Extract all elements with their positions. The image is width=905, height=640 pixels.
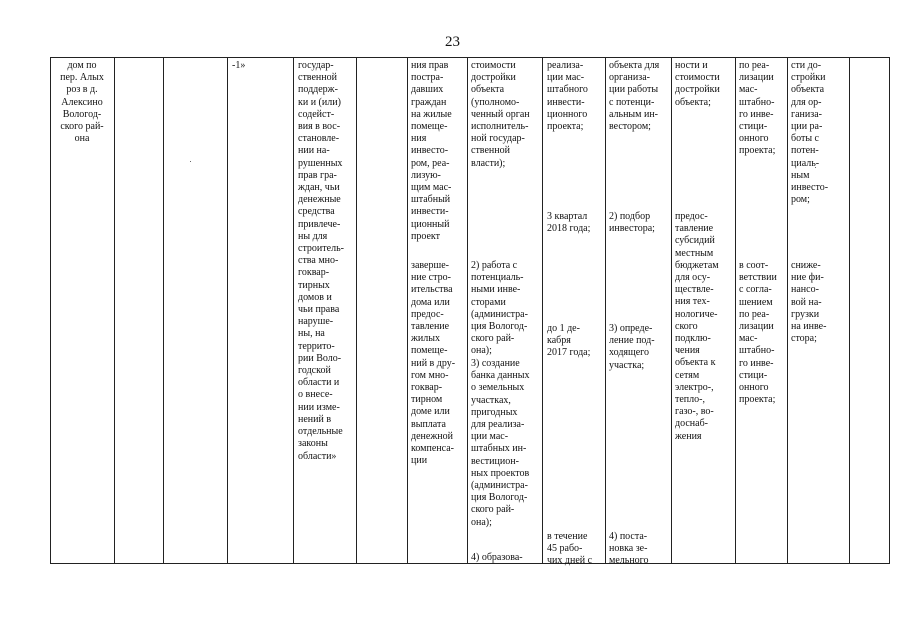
col-border — [293, 57, 294, 564]
support-cell-2: предос- тавление субсидий местным бюджетам для осу- ществле- ния тех- нологиче- ского подклю- чения объекта к сетям электро-, тепло-, газо-, во- доснаб- жения — [675, 211, 719, 442]
col-border — [227, 57, 228, 564]
col-border — [849, 57, 850, 564]
result-cell-bottom: заверше- ние стро- ительства дома или предос- тавление жилых помеще- ний в дру- гом мно- гоквар- тирном доме или выплата денежной компенса- ции — [411, 260, 456, 467]
measures-cell-2: 2) подбор инвестора; — [609, 211, 655, 235]
table-bottom-border — [50, 563, 890, 564]
result-cell-top: ния прав постра- давших граждан на жилые помеще- ния инвесто- ром, реа- лизую- щим мас- штабный инвести- ционный проект — [411, 60, 452, 242]
col-border — [542, 57, 543, 564]
condition-cell-2: в соот- ветствии с согла- шением по реа- лизации мас- штабно- го инве- стици- онного проекта; — [739, 260, 777, 406]
col-border — [163, 57, 164, 564]
measures-cell-3: 3) опреде- ление под- ходящего участка; — [609, 323, 655, 371]
table-top-border — [50, 57, 890, 58]
mark-cell: -1» — [232, 60, 246, 71]
col-border — [50, 57, 51, 564]
actions-cell-3: 3) создание банка данных о земельных участках, пригодных для реализа- ции мас- штабных ин- вестицион- ных проектов (администра- ция Вологод- ского рай- она); — [471, 358, 530, 528]
col-border — [467, 57, 468, 564]
actions-cell-1: стоимости достройки объекта (уполномо- ченный орган исполнитель- ной государ- ственной власти); — [471, 60, 530, 169]
col-border — [407, 57, 408, 564]
condition-cell-1: по реа- лизации мас- штабно- го инве- стици- онного проекта; — [739, 60, 776, 157]
effect-cell-2: сниже- ние фи- нансо- вой на- грузки на инве- стора; — [791, 260, 827, 345]
measures-cell-1: объекта для организа- ции работы с потенци- альным ин- вестором; — [609, 60, 660, 133]
page-number: 23 — [445, 34, 460, 50]
term-cell-1: реализа- ции мас- штабного инвести- ционного проекта; — [547, 60, 588, 133]
term-cell-4: в течение 45 рабо- чих дней с — [547, 531, 593, 567]
col-border — [787, 57, 788, 564]
col-border — [605, 57, 606, 564]
measures-cell-4: 4) поста- новка зе- мельного — [609, 531, 649, 567]
col-border — [735, 57, 736, 564]
col-border — [114, 57, 115, 564]
col-border — [671, 57, 672, 564]
support-cell-1: ности и стоимости достройки объекта; — [675, 60, 720, 108]
effect-cell-1: сти до- стройки объекта для ор- ганиза- ции ра- боты с потен- циаль- ным инвесто- ром; — [791, 60, 829, 206]
term-cell-2: 3 квартал 2018 года; — [547, 211, 591, 235]
actions-cell-4: 4) образова- — [471, 552, 523, 563]
col-border — [356, 57, 357, 564]
actions-cell-2: 2) работа с потенциаль- ными инве- сторами (администра- ция Вологод- ского рай- она); — [471, 260, 528, 357]
col-border — [889, 57, 890, 564]
object-name-cell: дом по пер. Алых роз в д. Алексино Вологод- ского рай- она — [60, 60, 104, 145]
table — [50, 57, 890, 567]
scan-speck — [190, 161, 191, 162]
term-cell-3: до 1 де- кабря 2017 года; — [547, 323, 591, 359]
description-cell: государ- ственной поддерж- ки и (или) содейст- вия в вос- становле- нии на- рушенных прав гра- ждан, чьи денежные средства привлече- ны для строитель- ства мно- гоквар- тирных домов и чьи права наруше- ны, на террито- рии Воло- годской области и о внесе- нии изме- нений в отдельные законы области» — [298, 60, 344, 462]
